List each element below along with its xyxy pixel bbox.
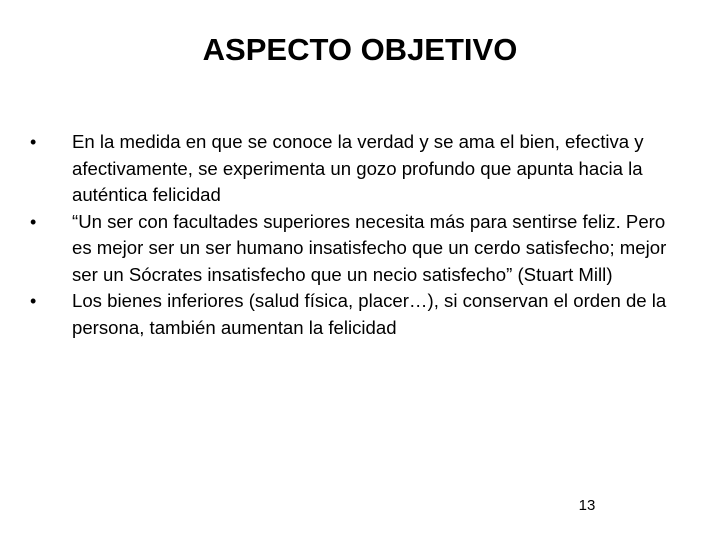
bullet-marker: •: [30, 132, 37, 152]
bullet-list: [30, 129, 680, 341]
bullet-item-2: [30, 209, 680, 289]
slide-title: ASPECTO OBJETIVO: [202, 32, 518, 67]
bullet-marker: •: [30, 211, 37, 232]
bullet-text: En la medida en que se conoce la verdad y se ama el bien, efectiva y afectivamente, se experimenta un gozo profundo que apunta hacia la auténtica felicidad: [72, 131, 644, 205]
bullet-item-1: [30, 129, 680, 209]
slide-number: 13: [578, 497, 596, 514]
bullet-text: Los bienes inferiores (salud física, placer…), si conservan el orden de la persona, también aumentan la felicidad: [72, 290, 667, 338]
bullet-item-3: [30, 288, 680, 341]
bullet-text: “Un ser con facultades superiores necesita más para sentirse feliz. Pero es mejor ser un ser humano insatisfecho que un cerdo satisfecho; mejor ser un Sócrates insatisfecho que un necio satisfecho” (Stuart Mill): [72, 210, 667, 285]
bullet-marker: •: [30, 291, 37, 311]
